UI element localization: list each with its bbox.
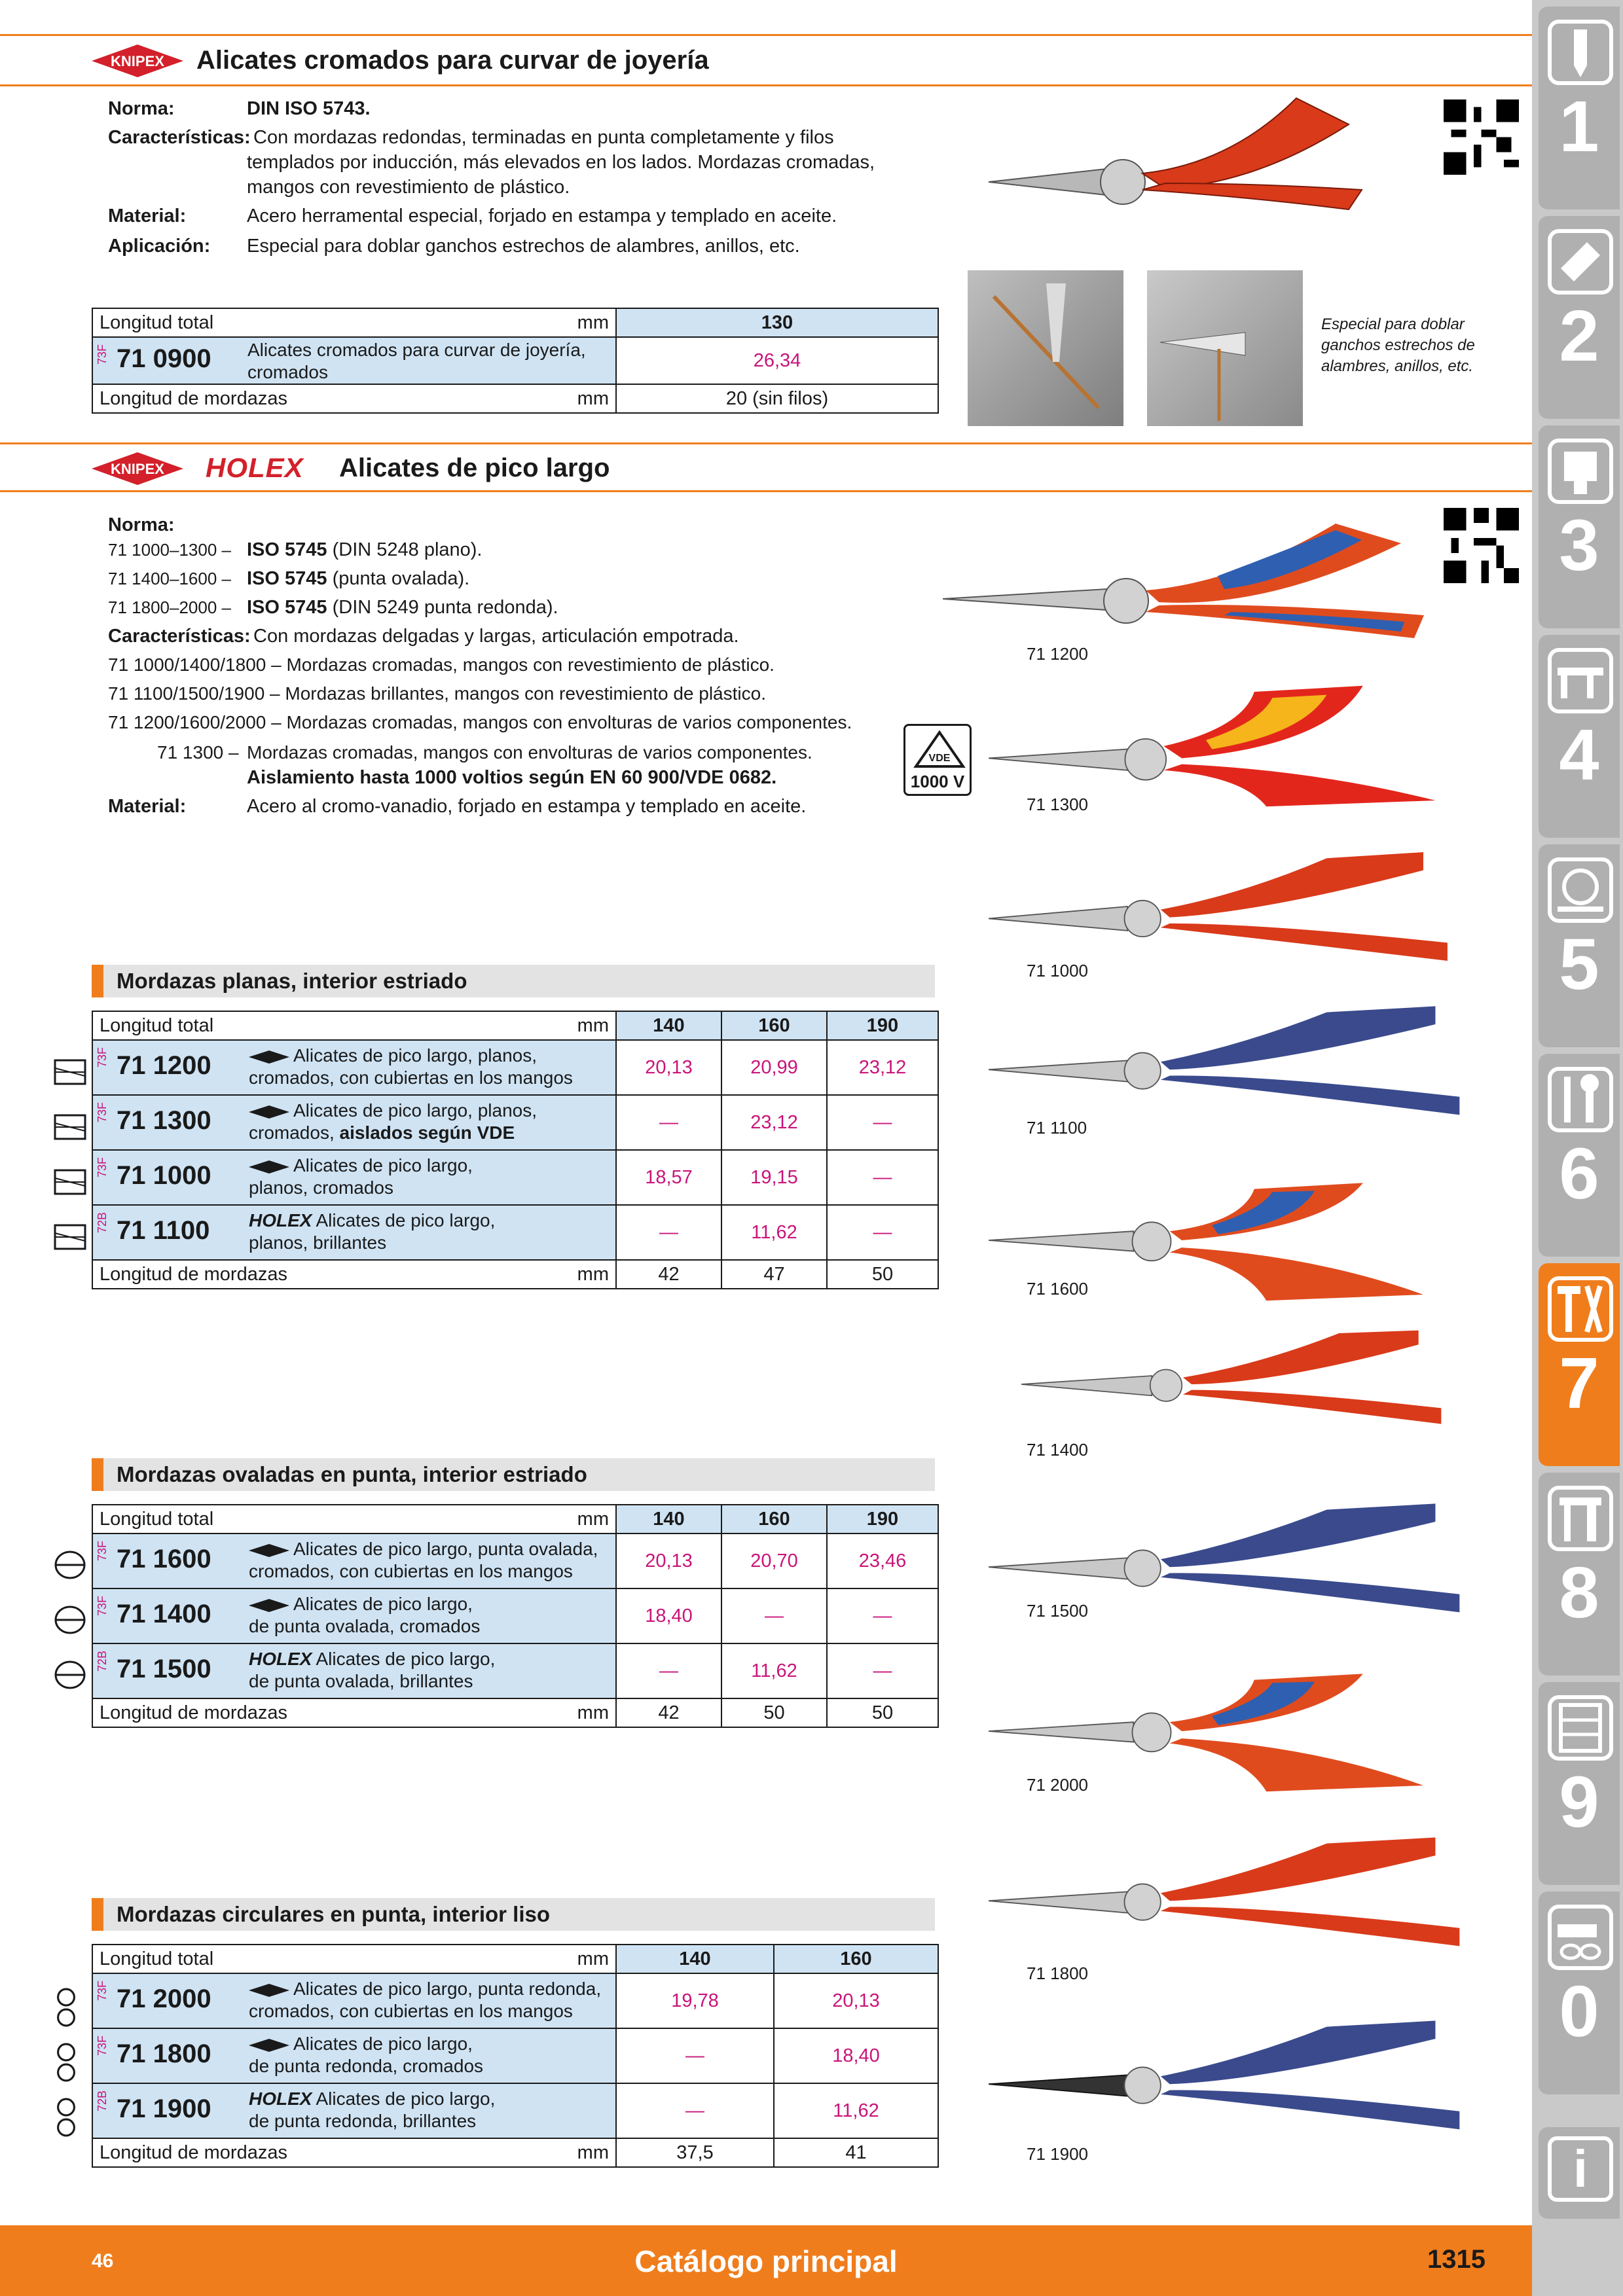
- norm-ref: 71 1400–1600 –: [108, 569, 231, 588]
- knipex-logo: [92, 451, 183, 486]
- size-header: 190: [827, 1011, 938, 1040]
- spec-value: mangos con revestimiento de plástico.: [247, 177, 570, 198]
- chapter-tab-8[interactable]: [1539, 1473, 1620, 1676]
- norm-line: [108, 564, 469, 593]
- norm-iso: ISO 5745: [247, 568, 327, 589]
- plier-image-711100: [989, 1001, 1532, 1126]
- tool-cabinet-icon: [1548, 1695, 1613, 1761]
- unit-label: mm: [420, 384, 616, 413]
- article-number: 71 1500: [117, 1655, 211, 1683]
- plier-label: 71 1400: [1027, 1440, 1088, 1460]
- desc-line: cromados, con cubiertas en los mangos: [249, 2001, 573, 2021]
- subheading-text: Mordazas ovaladas en punta, interior estriado: [117, 1462, 587, 1486]
- wrench-screwdriver-icon: [1548, 1067, 1613, 1132]
- accent-bar: [92, 965, 103, 997]
- price: —: [827, 1150, 938, 1205]
- norm-rest: (DIN 5249 punta redonda).: [327, 597, 558, 618]
- price: 18,57: [616, 1150, 721, 1205]
- chapter-number: 5: [1559, 924, 1599, 1005]
- round-jaw-icon: [55, 2042, 77, 2083]
- order-code: 72B: [96, 2090, 109, 2112]
- chapter-tab-0[interactable]: [1539, 1892, 1620, 2094]
- photo-caption: [1321, 314, 1475, 377]
- article-description: [249, 1045, 573, 1089]
- page-footer: [0, 2225, 1532, 2296]
- caption-line: Especial para doblar: [1321, 315, 1465, 333]
- svg-text:KNIPEX: KNIPEX: [111, 461, 164, 477]
- unit-label: mm: [420, 1945, 616, 1973]
- desc-line: de punta redonda, cromados: [249, 2056, 484, 2076]
- chapter-tab-3[interactable]: [1539, 425, 1620, 628]
- plier-label: 71 1900: [1027, 2144, 1088, 2164]
- table-row: [92, 337, 616, 384]
- table-row: [92, 1040, 616, 1095]
- safety-equipment-icon: [1548, 1905, 1613, 1970]
- oval-jaw-icon: [54, 1549, 86, 1581]
- subheading-text: Mordazas planas, interior estriado: [117, 969, 467, 993]
- chapter-tab-4[interactable]: [1539, 635, 1620, 838]
- table-row: [92, 1534, 616, 1588]
- article-number: 71 1000: [117, 1161, 211, 1190]
- chapter-tab-1[interactable]: [1539, 7, 1620, 209]
- price: 11,62: [774, 2083, 938, 2138]
- chapter-tab-2[interactable]: [1539, 216, 1620, 419]
- product-table-circulares: [92, 1944, 939, 2168]
- article-number: 71 1200: [117, 1051, 211, 1080]
- desc-line: de punta ovalada, cromados: [249, 1616, 481, 1636]
- mordazas-value: 42: [616, 1260, 721, 1289]
- article-description: [249, 1155, 473, 1199]
- knipex-mini-logo: [249, 1983, 289, 1998]
- product-table-planas: [92, 1011, 939, 1289]
- table-row: [92, 1095, 616, 1150]
- article-number: 71 1600: [117, 1545, 211, 1573]
- holex-mini-logo: HOLEX: [249, 2089, 312, 2109]
- tool-kit-icon: [1548, 1486, 1613, 1551]
- longitud-label: Longitud total: [92, 1505, 420, 1534]
- page-number-right: 1315: [1427, 2245, 1486, 2274]
- plier-image-711400: [1021, 1322, 1532, 1446]
- size-header: 190: [827, 1505, 938, 1534]
- price: 23,46: [827, 1534, 938, 1588]
- price: 20,99: [721, 1040, 827, 1095]
- price: 11,62: [721, 1643, 827, 1698]
- spec-value: Especial para doblar ganchos estrechos de alambres, anillos, etc.: [247, 236, 800, 257]
- chapter-number: 4: [1559, 715, 1599, 795]
- order-code: 73F: [96, 2036, 109, 2056]
- unit-label: mm: [420, 2138, 616, 2167]
- plier-label: 71 1000: [1027, 961, 1088, 980]
- svg-text:VDE: VDE: [928, 753, 951, 764]
- plier-label: 71 1200: [1027, 644, 1088, 664]
- desc-line: cromados, con cubiertas en los mangos: [249, 1561, 573, 1581]
- spec-label: Características:: [108, 626, 251, 647]
- vde-badge: [903, 724, 972, 796]
- saw-blade-icon: [1548, 857, 1613, 923]
- longitud-label: Longitud total: [92, 308, 420, 337]
- svg-text:KNIPEX: KNIPEX: [111, 53, 164, 69]
- plier-label: 71 1600: [1027, 1279, 1088, 1299]
- spec-value: DIN ISO 5743.: [247, 98, 371, 119]
- round-jaw-icon: [55, 2097, 77, 2138]
- spec-label: Características:: [108, 127, 251, 148]
- price: —: [616, 1205, 721, 1260]
- mordazas-value: 42: [616, 1698, 721, 1727]
- vde-bold-line: Aislamiento hasta 1000 voltios según EN 60 900/VDE 0682.: [247, 767, 777, 788]
- table-row: [92, 1205, 616, 1260]
- vde-ref: 71 1300 –: [157, 742, 239, 762]
- feature-line: 71 1000/1400/1800 – Mordazas cromadas, mangos con revestimiento de plástico.: [108, 655, 775, 675]
- holex-logo: HOLEX: [206, 452, 304, 483]
- chapter-tab-7[interactable]: [1539, 1263, 1620, 1466]
- mordazas-value: 47: [721, 1260, 827, 1289]
- price: 19,78: [616, 1973, 774, 2028]
- photo-plier-closeup: [1147, 270, 1303, 426]
- desc-line: cromados,: [249, 1122, 340, 1143]
- order-code: 73F: [96, 1102, 109, 1123]
- plier-label: 71 2000: [1027, 1775, 1088, 1795]
- mordazas-label: Longitud de mordazas: [92, 1260, 420, 1289]
- order-code: 73F: [96, 1541, 109, 1562]
- plier-label: 71 1100: [1027, 1118, 1087, 1138]
- catalog-title: Catálogo principal: [634, 2244, 898, 2278]
- flat-jaw-icon: [54, 1114, 86, 1140]
- order-code: 73F: [96, 1596, 109, 1617]
- norm-iso: ISO 5745: [247, 539, 327, 560]
- spec-value: templados por inducción, más elevados en los lados. Mordazas cromadas,: [247, 152, 875, 173]
- mordazas-value: 50: [827, 1260, 938, 1289]
- table-row: [92, 2028, 616, 2083]
- desc-line: Alicates de pico largo,: [316, 1649, 496, 1669]
- norm-line: [108, 535, 483, 564]
- price: 19,15: [721, 1150, 827, 1205]
- desc-line: Alicates de pico largo,: [293, 2034, 473, 2054]
- accent-bar: [92, 1458, 103, 1491]
- table-row: [92, 1588, 616, 1643]
- knipex-mini-logo: [249, 2038, 289, 2053]
- top-rule: [0, 34, 1532, 36]
- desc-line: Alicates de pico largo, planos,: [293, 1045, 537, 1066]
- order-code: 73F: [96, 1047, 109, 1068]
- plier-image-jewelry: [982, 85, 1440, 216]
- spec-value: Con mordazas delgadas y largas, articulación empotrada.: [253, 626, 739, 647]
- article-description: [249, 1593, 480, 1638]
- knipex-mini-logo: [249, 1105, 289, 1119]
- subheading-planas: [92, 965, 935, 997]
- article-number: 71 1800: [117, 2039, 211, 2068]
- spec-value: Con mordazas redondas, terminadas en punta completamente y filos: [253, 127, 834, 148]
- mordazas-value: 50: [721, 1698, 827, 1727]
- article-description: [247, 339, 586, 384]
- chapter-number: 6: [1559, 1134, 1599, 1214]
- holex-mini-logo: HOLEX: [249, 1210, 312, 1230]
- insert-icon: [1548, 229, 1613, 295]
- norm-iso: ISO 5745: [247, 597, 327, 618]
- spec-label: Material:: [108, 206, 187, 226]
- subheading-circulares: [92, 1898, 935, 1931]
- price: 23,12: [827, 1040, 938, 1095]
- price: —: [616, 1095, 721, 1150]
- price: 20,70: [721, 1534, 827, 1588]
- price: —: [616, 2083, 774, 2138]
- desc-line: Alicates cromados para curvar de joyería,: [247, 340, 586, 360]
- article-number: 71 1300: [117, 1106, 211, 1135]
- size-header: 160: [721, 1011, 827, 1040]
- section-title: Alicates cromados para curvar de joyería: [196, 46, 709, 75]
- oval-jaw-icon: [54, 1659, 86, 1691]
- order-code: 72B: [96, 1651, 109, 1672]
- chapter-number: 9: [1559, 1762, 1599, 1842]
- chapter-tab-9[interactable]: [1539, 1682, 1620, 1885]
- price: 20,13: [616, 1040, 721, 1095]
- accent-bar: [92, 1898, 103, 1931]
- chapter-number: 2: [1559, 296, 1599, 376]
- caption-line: ganchos estrechos de: [1321, 336, 1475, 354]
- chapter-number: 8: [1559, 1552, 1599, 1633]
- desc-line: cromados: [247, 362, 328, 382]
- photo-bending-wire: [968, 270, 1123, 426]
- pliers-hammer-icon: [1548, 1276, 1613, 1342]
- longitud-label: Longitud total: [92, 1011, 420, 1040]
- chapter-number: 7: [1559, 1343, 1599, 1424]
- order-code: 73F: [96, 1981, 109, 2001]
- desc-line: cromados, con cubiertas en los mangos: [249, 1067, 573, 1088]
- table-row: [92, 1643, 616, 1698]
- price: 18,40: [616, 1588, 721, 1643]
- desc-line: Alicates de pico largo, punta redonda,: [293, 1979, 602, 1999]
- price: 23,12: [721, 1095, 827, 1150]
- mordazas-value: 20 (sin filos): [616, 384, 938, 413]
- chapter-number: 3: [1559, 505, 1599, 586]
- desc-line: Alicates de pico largo,: [293, 1155, 473, 1175]
- article-description: [249, 1648, 495, 1693]
- spec-label: Norma:: [108, 514, 175, 535]
- mordazas-label: Longitud de mordazas: [92, 1698, 420, 1727]
- vde-triangle-icon: [913, 730, 966, 769]
- size-header: 160: [721, 1505, 827, 1534]
- desc-line: planos, brillantes: [249, 1232, 387, 1253]
- size-header: 140: [616, 1011, 721, 1040]
- knipex-mini-logo: [249, 1160, 289, 1174]
- caption-line: alambres, anillos, etc.: [1321, 357, 1474, 375]
- unit-label: mm: [420, 1698, 616, 1727]
- desc-bold: aislados según VDE: [339, 1122, 515, 1143]
- chapter-tab-5[interactable]: [1539, 844, 1620, 1047]
- article-description: [249, 1210, 495, 1254]
- size-header: 140: [616, 1505, 721, 1534]
- size-header: 130: [616, 308, 938, 337]
- round-jaw-icon: [55, 1987, 77, 2028]
- product-table-jewelry: [92, 308, 939, 414]
- plier-label: 71 1500: [1027, 1601, 1088, 1621]
- info-icon: i: [1548, 2136, 1613, 2202]
- plier-label: 71 1300: [1027, 795, 1088, 814]
- order-code: 73F: [96, 1157, 109, 1178]
- price: 20,13: [616, 1534, 721, 1588]
- plier-image-711800: [989, 1833, 1532, 1957]
- chapter-tab-info[interactable]: [1539, 2127, 1620, 2219]
- desc-line: Alicates de pico largo, punta ovalada,: [293, 1539, 598, 1559]
- price: 20,13: [774, 1973, 938, 2028]
- size-header: 160: [774, 1945, 938, 1973]
- spec-value: Acero al cromo-vanadio, forjado en estampa y templado en aceite.: [247, 796, 807, 817]
- section-title: Alicates de pico largo: [339, 454, 610, 482]
- oval-jaw-icon: [54, 1604, 86, 1636]
- plier-label: 71 1800: [1027, 1964, 1088, 1983]
- chapter-number: 1: [1559, 86, 1599, 167]
- page-number-left: 46: [92, 2250, 114, 2272]
- unit-label: mm: [420, 1505, 616, 1534]
- order-code: 73F: [96, 344, 109, 365]
- article-number: 71 1900: [117, 2094, 211, 2123]
- desc-line: planos, cromados: [249, 1177, 394, 1198]
- chapter-tab-6[interactable]: [1539, 1054, 1620, 1257]
- flat-jaw-icon: [54, 1224, 86, 1250]
- qr-code-icon: [1444, 99, 1519, 175]
- norm-ref: 71 1800–2000 –: [108, 598, 231, 617]
- price: —: [721, 1588, 827, 1643]
- feature-line: 71 1200/1600/2000 – Mordazas cromadas, mangos con envolturas de varios componentes.: [108, 712, 852, 732]
- article-number: 71 0900: [117, 344, 211, 373]
- flat-jaw-icon: [54, 1169, 86, 1195]
- caliper-icon: [1548, 648, 1613, 713]
- article-number: 71 1100: [117, 1216, 210, 1245]
- desc-line: de punta ovalada, brillantes: [249, 1671, 473, 1691]
- knipex-mini-logo: [249, 1050, 289, 1064]
- vde-voltage: 1000 V: [910, 772, 965, 791]
- knipex-mini-logo: [249, 1598, 289, 1613]
- unit-label: mm: [420, 308, 616, 337]
- desc-line: Alicates de pico largo, planos,: [293, 1100, 537, 1121]
- price: 18,40: [774, 2028, 938, 2083]
- mordazas-value: 50: [827, 1698, 938, 1727]
- knipex-mini-logo: [249, 1543, 289, 1558]
- chuck-icon: [1548, 439, 1613, 504]
- holex-mini-logo: HOLEX: [249, 1649, 312, 1669]
- product-table-ovaladas: [92, 1504, 939, 1728]
- table-row: [92, 1973, 616, 2028]
- price: —: [827, 1643, 938, 1698]
- desc-line: de punta redonda, brillantes: [249, 2111, 477, 2131]
- feature-line: 71 1100/1500/1900 – Mordazas brillantes, mangos con revestimiento de plástico.: [108, 683, 766, 704]
- article-number: 71 2000: [117, 1984, 211, 2013]
- unit-label: mm: [420, 1260, 616, 1289]
- mordazas-label: Longitud de mordazas: [92, 2138, 420, 2167]
- desc-line: Alicates de pico largo,: [316, 1210, 496, 1230]
- mordazas-value: 41: [774, 2138, 938, 2167]
- knipex-logo: [92, 43, 183, 79]
- norm-ref: 71 1000–1300 –: [108, 540, 231, 560]
- price: —: [827, 1205, 938, 1260]
- mordazas-value: 37,5: [616, 2138, 774, 2167]
- price: 11,62: [721, 1205, 827, 1260]
- flat-jaw-icon: [54, 1059, 86, 1085]
- price: —: [827, 1588, 938, 1643]
- drill-bit-icon: [1548, 20, 1613, 85]
- norm-rest: (DIN 5248 plano).: [327, 539, 483, 560]
- spec-label: Norma:: [108, 98, 175, 119]
- norm-line: [108, 593, 558, 622]
- article-number: 71 1400: [117, 1600, 211, 1628]
- spec-label: Aplicación:: [108, 236, 211, 257]
- article-description: [249, 1978, 601, 2022]
- article-description: [249, 2088, 495, 2132]
- desc-line: Alicates de pico largo,: [293, 1594, 473, 1614]
- plier-image-711200: [943, 504, 1532, 648]
- subheading-text: Mordazas circulares en punta, interior liso: [117, 1902, 551, 1926]
- price: —: [827, 1095, 938, 1150]
- spec-value: Acero herramental especial, forjado en estampa y templado en aceite.: [247, 206, 837, 226]
- article-description: [249, 1100, 537, 1144]
- order-code: 72B: [96, 1212, 109, 1234]
- vde-text: Mordazas cromadas, mangos con envolturas de varios componentes.: [247, 742, 812, 762]
- chapter-sidebar: [1532, 0, 1623, 2296]
- chapter-number: 0: [1559, 1971, 1599, 2052]
- price: —: [616, 1643, 721, 1698]
- mordazas-label: Longitud de mordazas: [92, 384, 420, 413]
- table-row: [92, 2083, 616, 2138]
- price: —: [616, 2028, 774, 2083]
- subheading-ovaladas: [92, 1458, 935, 1491]
- section-header-long-nose: [0, 442, 1532, 492]
- article-description: [249, 1538, 598, 1583]
- unit-label: mm: [420, 1011, 616, 1040]
- price: 26,34: [616, 337, 938, 384]
- table-row: [92, 1150, 616, 1205]
- article-description: [249, 2033, 483, 2077]
- section-header-jewelry: [0, 37, 1532, 86]
- size-header: 140: [616, 1945, 774, 1973]
- longitud-label: Longitud total: [92, 1945, 420, 1973]
- spec-label: Material:: [108, 796, 187, 817]
- norm-rest: (punta ovalada).: [327, 568, 470, 589]
- desc-line: Alicates de pico largo,: [316, 2089, 496, 2109]
- plier-image-711000: [989, 844, 1532, 969]
- plier-image-711900: [989, 2016, 1532, 2140]
